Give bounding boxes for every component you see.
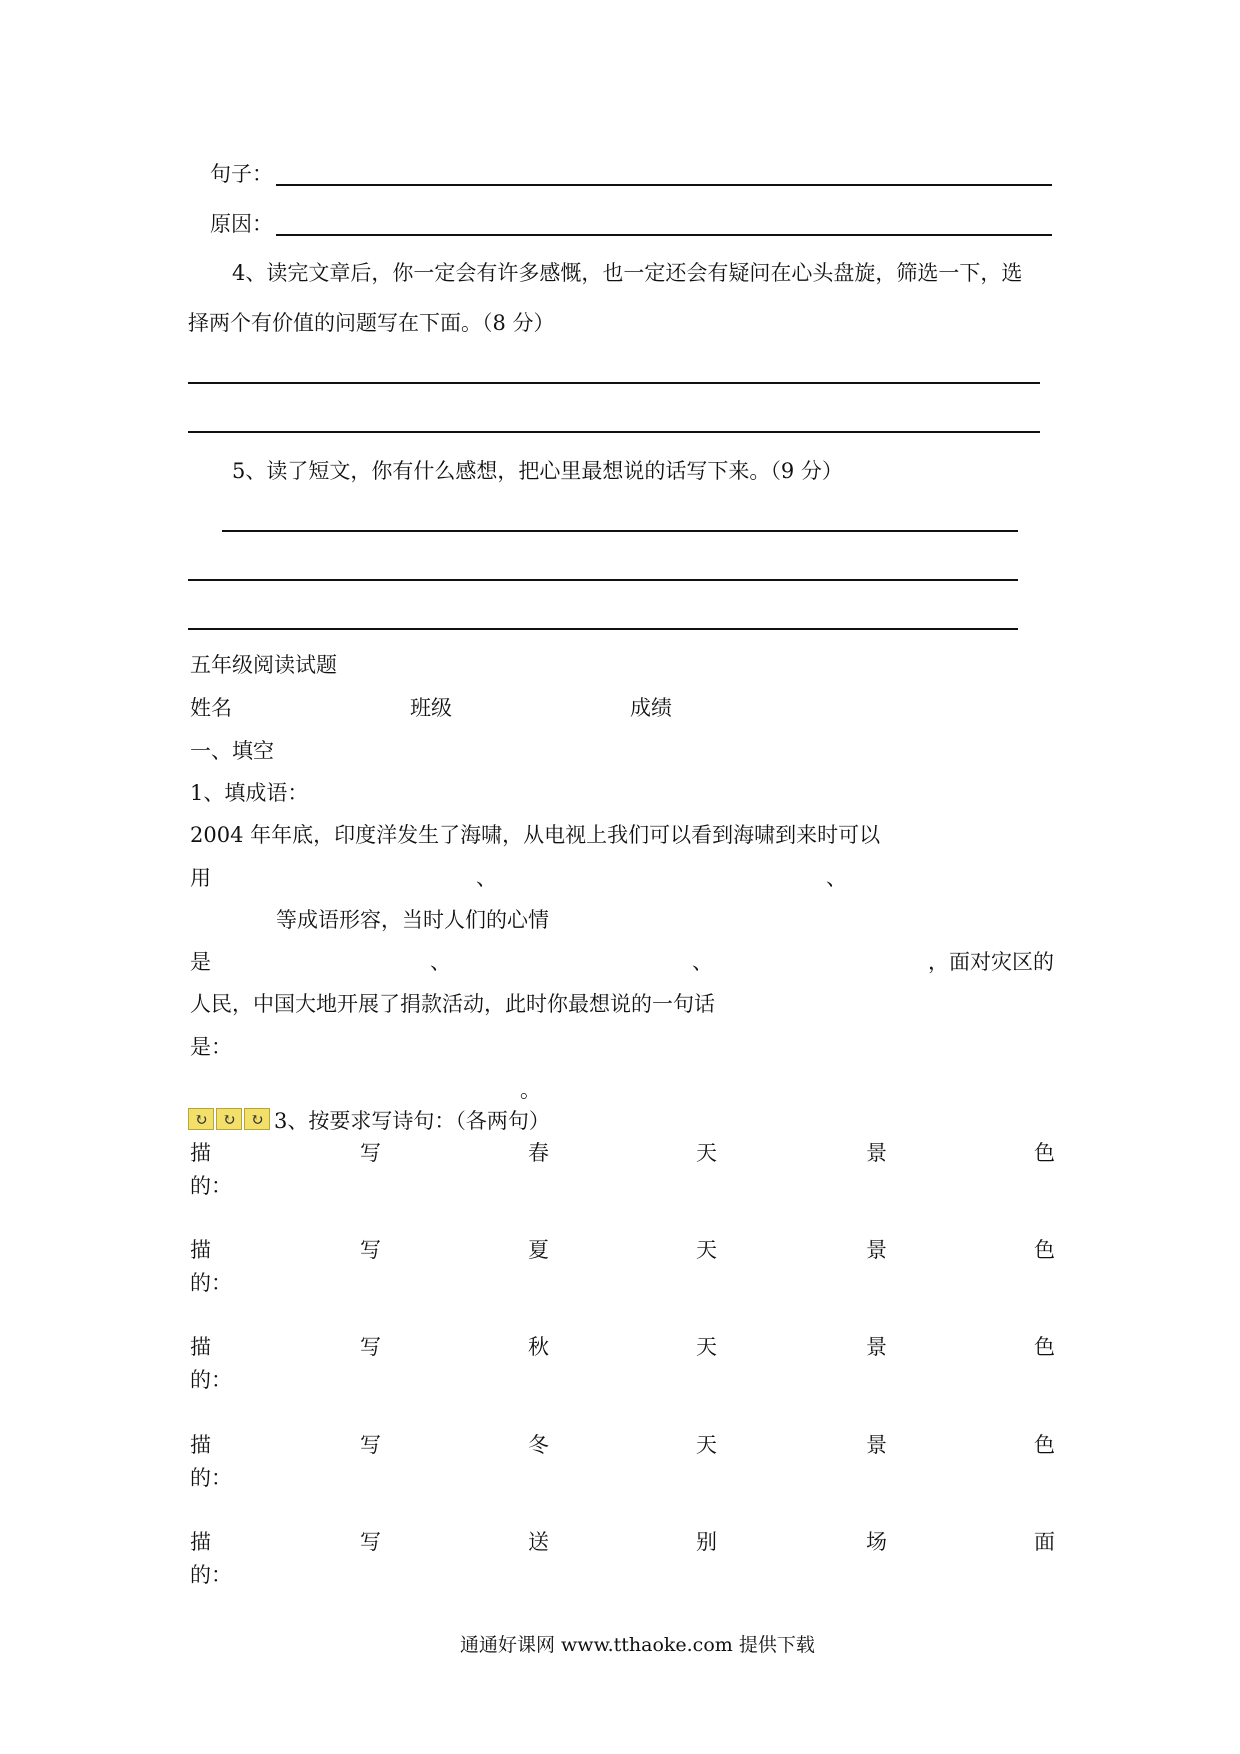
item-3-title: 3、按要求写诗句：（各两句） bbox=[274, 1109, 550, 1133]
rotate-icon: ↻ bbox=[244, 1108, 270, 1130]
poem-row-char: 写 bbox=[360, 1335, 381, 1359]
paragraph-line-1: 2004 年年底，印度洋发生了海啸，从电视上我们可以看到海啸到来时可以 bbox=[190, 823, 881, 847]
poem-row-char: 景 bbox=[866, 1238, 887, 1262]
paragraph-dun-1: 、 bbox=[476, 866, 497, 890]
poem-row-char: 场 bbox=[866, 1530, 887, 1554]
reason-answer-line bbox=[276, 234, 1052, 236]
poem-row-char: 天 bbox=[696, 1335, 717, 1359]
question-5-answer-line-1 bbox=[222, 530, 1018, 532]
poem-row-char: 写 bbox=[360, 1433, 381, 1457]
paragraph-line-5: 人民，中国大地开展了捐款活动，此时你最想说的一句话 bbox=[190, 992, 715, 1016]
poem-row-char: 描 bbox=[190, 1335, 211, 1359]
section-title: 一、填空 bbox=[190, 739, 274, 763]
poem-row-char: 色 bbox=[1034, 1141, 1055, 1165]
poem-row-char: 春 bbox=[528, 1141, 549, 1165]
poem-row-char: 色 bbox=[1034, 1238, 1055, 1262]
poem-row-de: 的： bbox=[190, 1563, 232, 1587]
poem-row-char: 面 bbox=[1034, 1530, 1055, 1554]
poem-row-de: 的： bbox=[190, 1368, 232, 1392]
paragraph-dun-3: 、 bbox=[430, 950, 451, 974]
poem-row-char: 写 bbox=[360, 1530, 381, 1554]
poem-row-char: 写 bbox=[360, 1141, 381, 1165]
poem-row-char: 送 bbox=[528, 1530, 549, 1554]
question-5-answer-line-2 bbox=[188, 579, 1018, 581]
item-1-title: 1、填成语： bbox=[190, 781, 309, 805]
poem-row-char: 天 bbox=[696, 1433, 717, 1457]
question-5-answer-line-3 bbox=[188, 628, 1018, 630]
paragraph-dun-4: 、 bbox=[692, 950, 713, 974]
poem-row-char: 色 bbox=[1034, 1433, 1055, 1457]
poem-row-char: 天 bbox=[696, 1141, 717, 1165]
question-4-answer-line-2 bbox=[188, 431, 1040, 433]
poem-row-char: 别 bbox=[696, 1530, 717, 1554]
poem-row-char: 景 bbox=[866, 1433, 887, 1457]
poem-row-char: 天 bbox=[696, 1238, 717, 1262]
embedded-icons bbox=[188, 1108, 270, 1130]
paragraph-face: ，面对灾区的 bbox=[928, 950, 1054, 974]
paragraph-line-3: 等成语形容，当时人们的心情 bbox=[276, 908, 549, 932]
paragraph-shi-2: 是： bbox=[190, 1035, 232, 1059]
score-label: 成绩 bbox=[630, 696, 672, 720]
sentence-label: 句子： bbox=[210, 162, 273, 186]
name-label: 姓名 bbox=[190, 696, 232, 720]
poem-row-de: 的： bbox=[190, 1174, 232, 1198]
poem-row-de: 的： bbox=[190, 1271, 232, 1295]
rotate-icon: ↻ bbox=[216, 1108, 242, 1130]
poem-row-char: 色 bbox=[1034, 1335, 1055, 1359]
footer-text: 通通好课网 www.tthaoke.com 提供下载 bbox=[460, 1634, 815, 1656]
poem-row-char: 描 bbox=[190, 1238, 211, 1262]
poem-row-char: 景 bbox=[866, 1335, 887, 1359]
sentence-answer-line bbox=[276, 184, 1052, 186]
poem-row-char: 景 bbox=[866, 1141, 887, 1165]
poem-row-de: 的： bbox=[190, 1466, 232, 1490]
poem-row-char: 描 bbox=[190, 1141, 211, 1165]
paragraph-period: 。 bbox=[520, 1078, 541, 1102]
question-4-answer-line-1 bbox=[188, 382, 1040, 384]
poem-row-char: 描 bbox=[190, 1530, 211, 1554]
paragraph-dun-2: 、 bbox=[826, 866, 847, 890]
rotate-icon: ↻ bbox=[188, 1108, 214, 1130]
poem-row-char: 写 bbox=[360, 1238, 381, 1262]
poem-row-char: 描 bbox=[190, 1433, 211, 1457]
question-4-line1: 4、读完文章后，你一定会有许多感慨，也一定还会有疑问在心头盘旋，筛选一下，选 bbox=[232, 261, 1023, 285]
class-label: 班级 bbox=[410, 696, 452, 720]
question-4-line2: 择两个有价值的问题写在下面。（8 分） bbox=[188, 311, 555, 335]
poem-row-char: 冬 bbox=[528, 1433, 549, 1457]
poem-row-char: 夏 bbox=[528, 1238, 549, 1262]
paragraph-yong: 用 bbox=[190, 866, 211, 890]
question-5: 5、读了短文，你有什么感想，把心里最想说的话写下来。（9 分） bbox=[232, 459, 843, 483]
reason-label: 原因： bbox=[210, 212, 273, 236]
paragraph-shi: 是 bbox=[190, 950, 211, 974]
test-title: 五年级阅读试题 bbox=[190, 653, 337, 677]
poem-row-char: 秋 bbox=[528, 1335, 549, 1359]
